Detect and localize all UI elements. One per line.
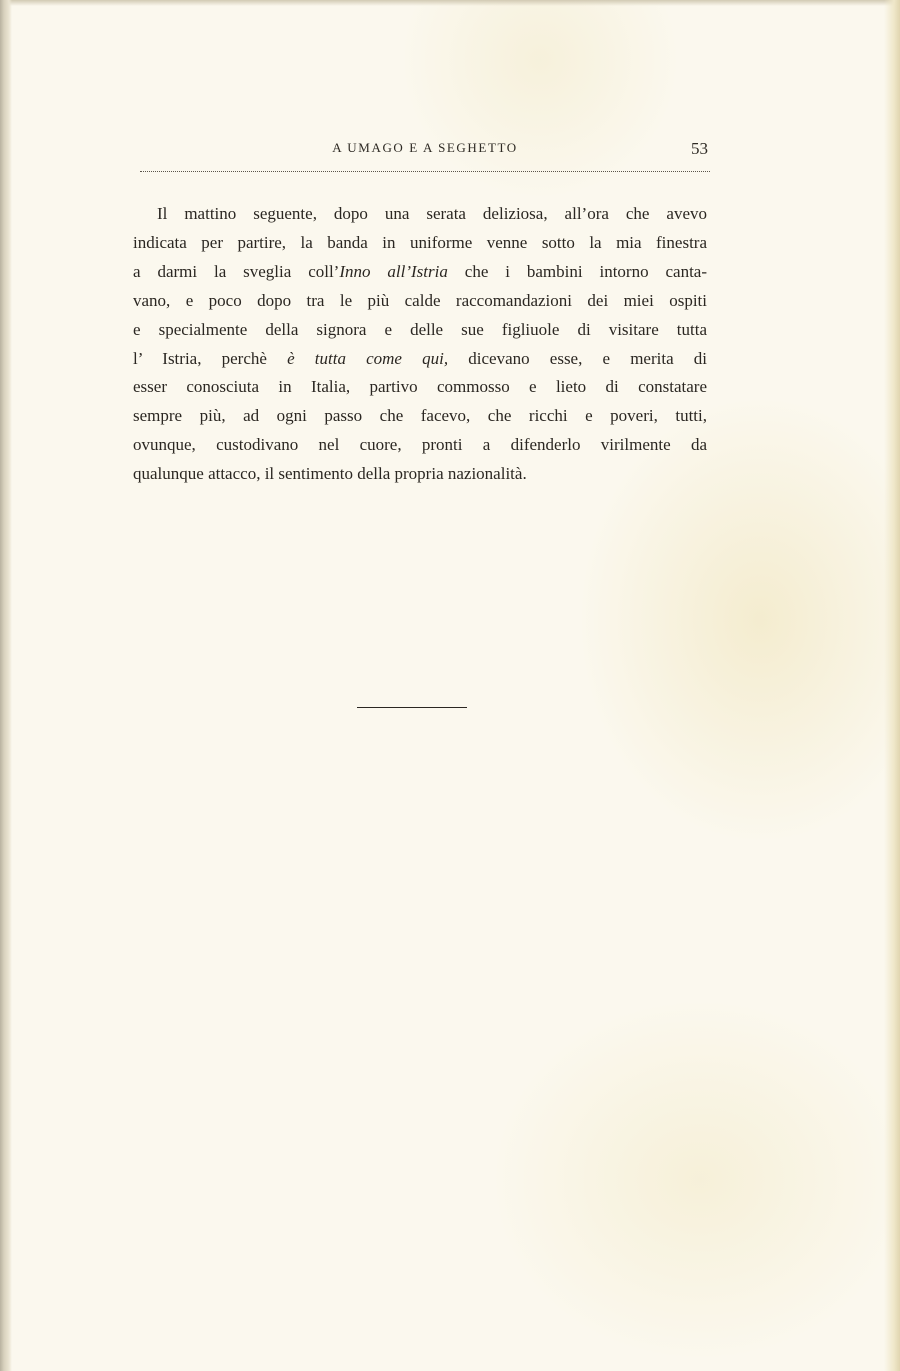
text-line: esser conosciuta in Italia, partivo commosso e lieto di constatare xyxy=(133,377,707,397)
text-line: indicata per partire, la banda in uniforme venne sotto la mia finestra xyxy=(133,232,707,252)
page-top-edge xyxy=(0,0,900,6)
running-head xyxy=(140,140,710,164)
text-line: a darmi la sveglia coll’Inno all’Istria che i bambini intorno canta- xyxy=(133,261,708,281)
text-line: l’ Istria, perchè è tutta come qui, dicevano esse, e merita di xyxy=(133,348,708,368)
text-line: vano, e poco dopo tra le più calde raccomandazioni dei miei ospiti xyxy=(133,290,707,310)
page-right-edge xyxy=(884,0,900,1371)
text-line: Il mattino seguente, dopo una serata deliziosa, all’ora che avevo xyxy=(157,204,707,223)
page-number: 53 xyxy=(691,139,708,158)
header-dotted-rule xyxy=(140,171,710,172)
text-line: e specialmente della signora e delle sue figliuole di visitare tutta xyxy=(133,319,707,339)
italic-title: Inno all’Istria xyxy=(339,261,448,281)
italic-quote: è tutta come qui, xyxy=(287,348,449,368)
text-line: ovunque, custodivano nel cuore, pronti a difenderlo virilmente da xyxy=(133,435,707,455)
body-paragraph xyxy=(133,200,707,489)
running-title: A UMAGO E A SEGHETTO xyxy=(332,140,518,155)
page-left-edge xyxy=(0,0,12,1371)
text-line: qualunque attacco, il sentimento della propria nazionalità. xyxy=(133,464,527,484)
chapter-end-rule xyxy=(357,707,467,708)
text-line: sempre più, ad ogni passo che facevo, che ricchi e poveri, tutti, xyxy=(133,406,707,426)
